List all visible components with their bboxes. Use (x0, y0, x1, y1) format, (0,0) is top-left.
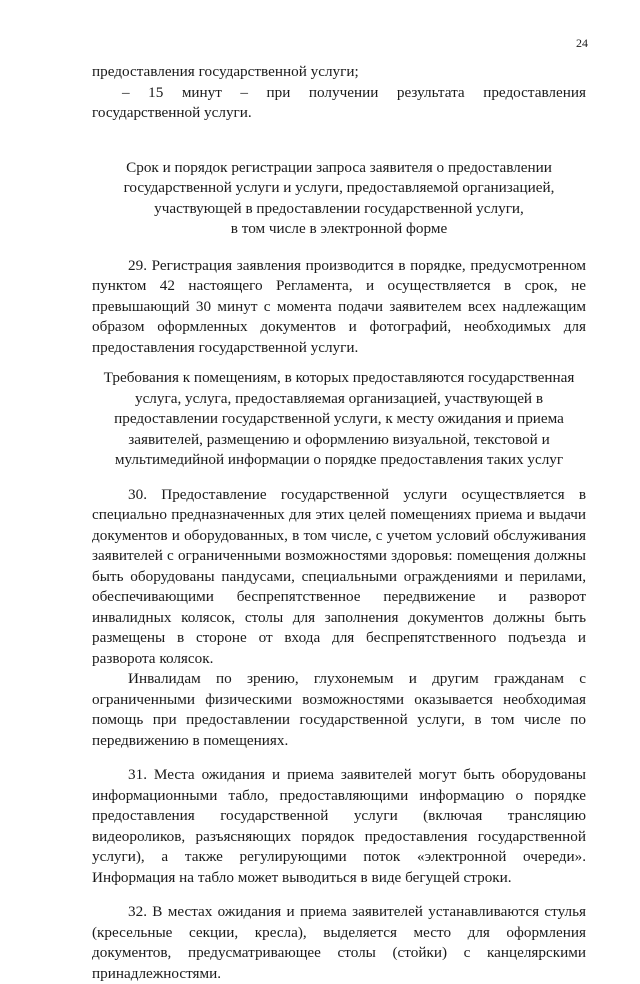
heading-line: участвующей в предоставлении государственной услуги, (154, 199, 524, 217)
page-number: 24 (576, 36, 588, 50)
paragraph-continuation: предоставления государственной услуги; (92, 63, 359, 80)
heading-line: предоставлении государственной услуги, к месту ожидания и приема (114, 410, 564, 427)
heading-line: Требования к помещениям, в которых предоставляются государственная (103, 369, 575, 386)
section-heading-registration (92, 158, 586, 240)
paragraph-30: 30. Предоставление государственной услуги осуществляется в специально предназначенных для этих целей помещениях приема и выдачи документов и оборудованных, в том числе, с учетом условий обслуживания заявителей с ограниченными возможностями здоровья: помещения должны быть оборудованы пандусами, специальными ограждениями и перилами, обеспечивающими беспрепятственное передвижение и разворот инвалидных колясок, столы для заполнения документов должны быть размещены в стороне от входа для беспрепятственного подъезда и разворота колясок. (92, 485, 586, 667)
heading-line: услуга, услуга, предоставляемая организацией, участвующей в (134, 389, 544, 407)
heading-line: Срок и порядок регистрации запроса заявителя о предоставлении (126, 158, 552, 176)
heading-line: мультимедийной информации о порядке предоставления таких услуг (114, 451, 564, 468)
heading-line: в том числе в электронной форме (230, 220, 448, 237)
paragraph-31: 31. Места ожидания и приема заявителей могут быть оборудованы информационными табло, предоставляющими информацию о порядке предоставления государственной услуги (включая трансляцию видеороликов, разъясняющих порядок предоставления государственной услуги), а также регулирующими поток «электронной очереди». Информация на табло может выводиться в виде бегущей строки. (92, 766, 586, 886)
paragraph-29: 29. Регистрация заявления производится в порядке, предусмотренном пунктом 42 настоящего Регламента, и осуществляется в срок, не превышающий 30 минут с момента подачи заявителем всех надлежащим образом оформленных документов и фотографий, необходимых для предоставления государственной услуги. (92, 256, 586, 356)
document-body (92, 62, 586, 984)
paragraph-30-continued: Инвалидам по зрению, глухонемым и другим гражданам с ограниченными физическими возможностями оказывается необходимая помощь при предоставлении государственной услуги, в том числе по передвижению в помещениях. (92, 670, 586, 749)
heading-line: заявителей, размещению и оформлению визуальной, текстовой и (128, 430, 550, 448)
section-heading-premises (92, 368, 586, 471)
heading-line: государственной услуги и услуги, предоставляемой организацией, (123, 179, 555, 196)
paragraph-32: 32. В местах ожидания и приема заявителей устанавливаются стулья (кресельные секции, кресла), выделяется место для оформления документов, предусматривающее столы (стойки) с канцелярскими принадлежностями. (92, 903, 586, 982)
paragraph-deadline-item: – 15 минут – при получении результата предоставления государственной услуги. (92, 83, 586, 121)
